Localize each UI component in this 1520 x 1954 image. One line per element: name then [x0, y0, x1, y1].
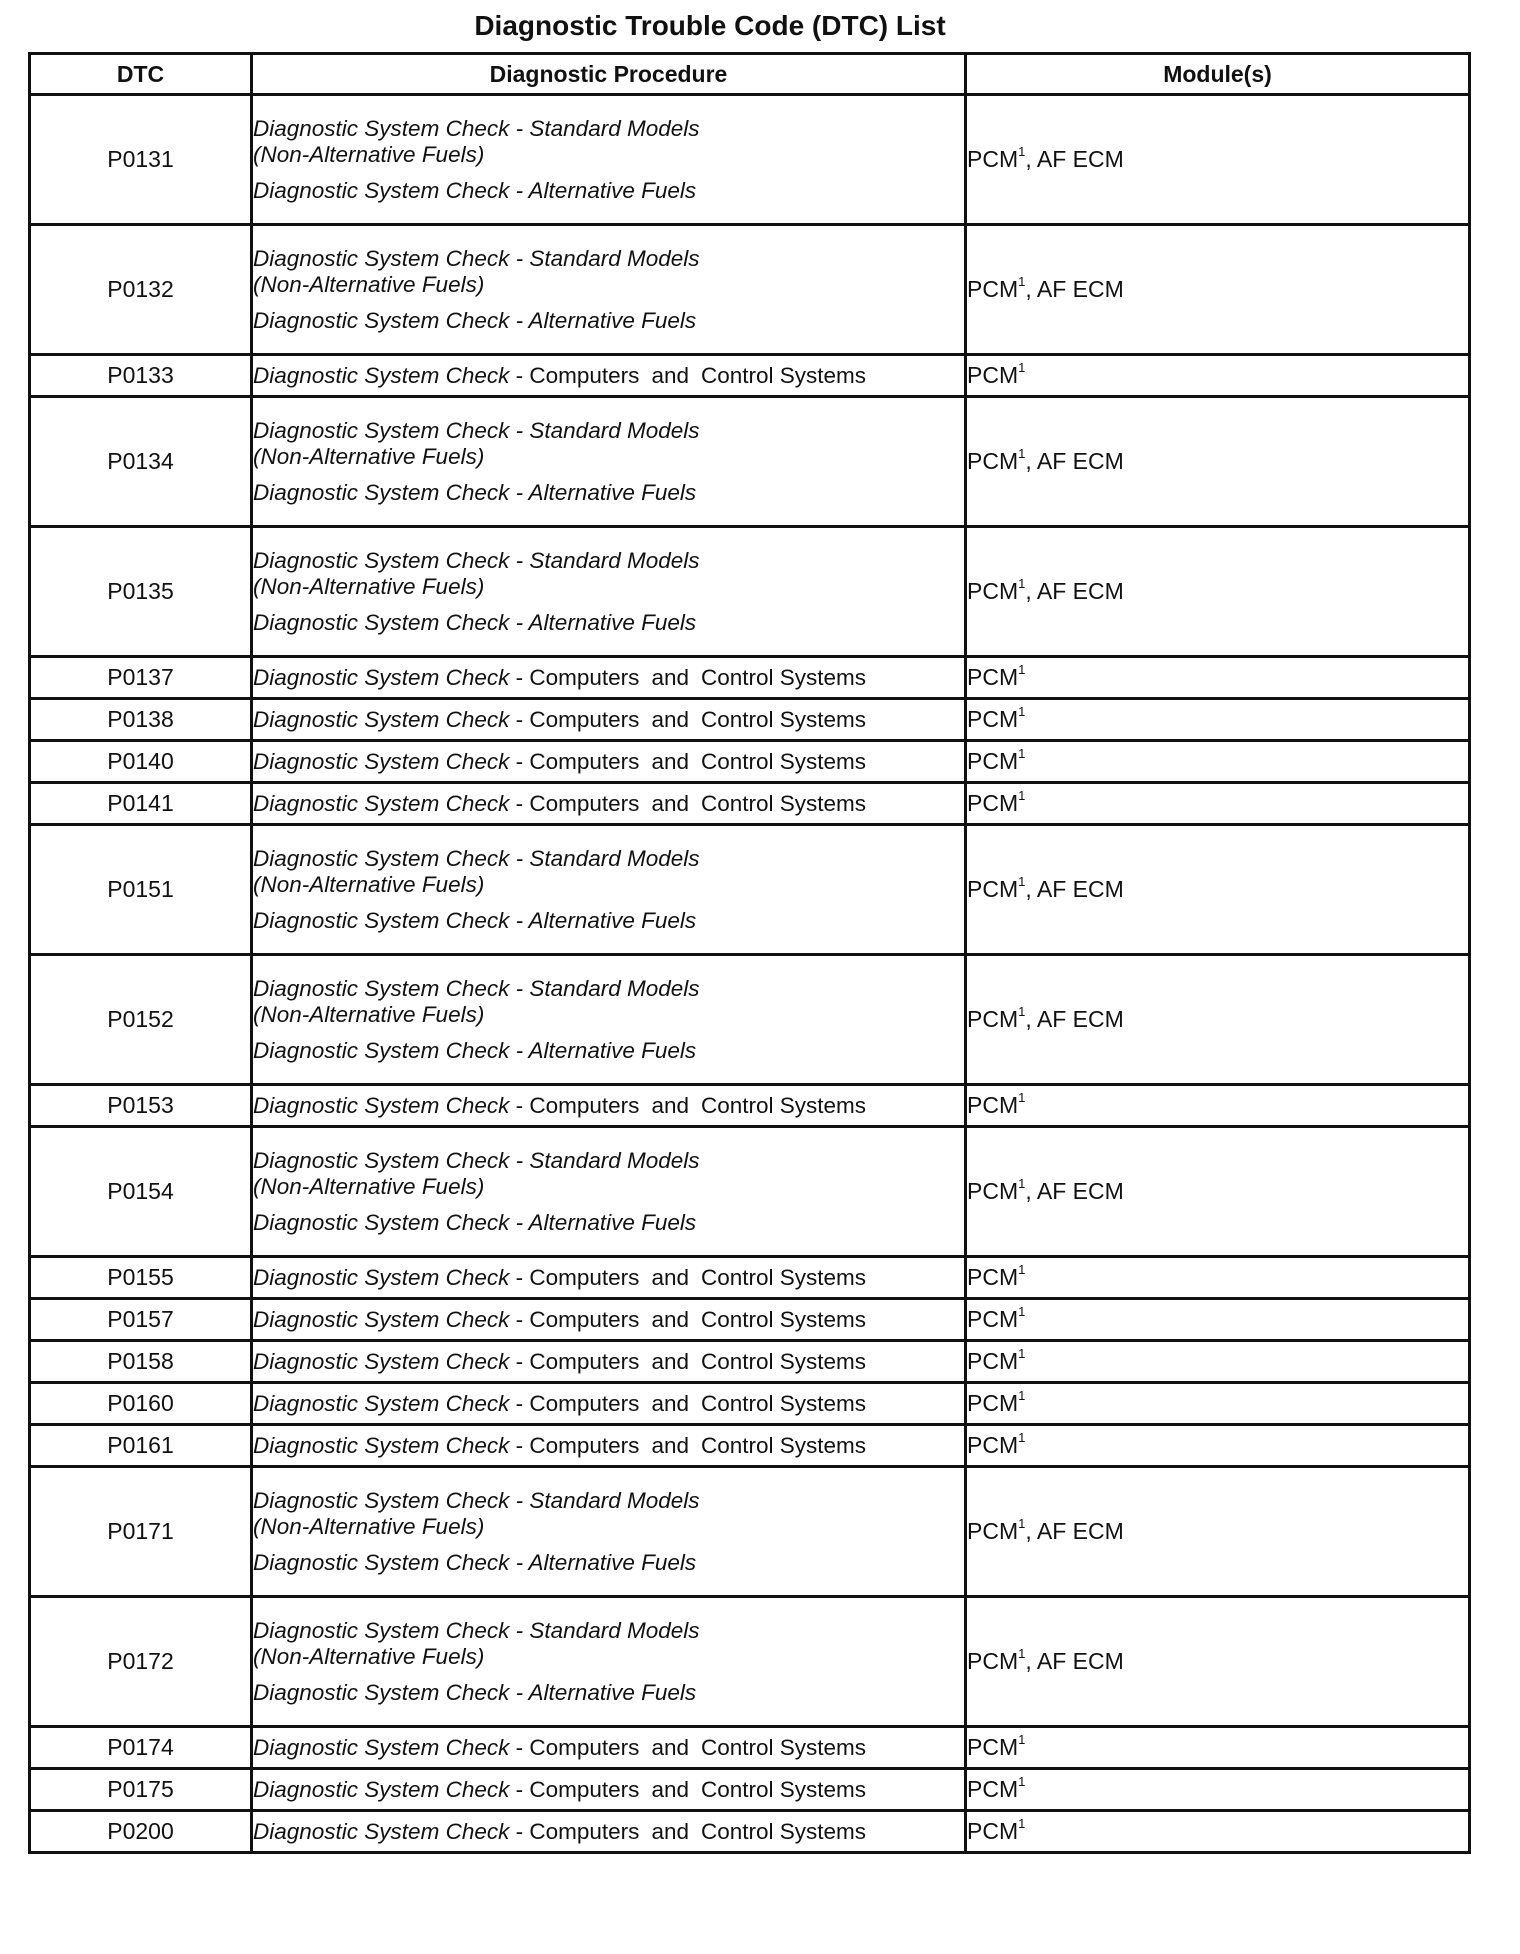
module-cell: [966, 783, 1470, 825]
module-name: PCM: [967, 876, 1019, 902]
dtc-code: P0152: [30, 955, 252, 1085]
procedure-line-non-af: (Non-Alternative Fuels): [253, 271, 485, 297]
dtc-code: P0131: [30, 95, 252, 225]
module-cell: [966, 955, 1470, 1085]
module-cell: [966, 699, 1470, 741]
table-row: [30, 225, 1470, 355]
dtc-code: P0140: [30, 741, 252, 783]
table-row: [30, 657, 1470, 699]
dtc-code: P0138: [30, 699, 252, 741]
footnote-mark: 1: [1018, 1004, 1026, 1019]
procedure-line-alternative[interactable]: Diagnostic System Check - Alternative Fuels: [253, 479, 697, 505]
dtc-code: P0160: [30, 1383, 252, 1425]
table-row: [30, 527, 1470, 657]
dtc-code: P0174: [30, 1727, 252, 1769]
footnote-mark: 1: [1018, 274, 1026, 289]
module-extra: , AF ECM: [1025, 1006, 1124, 1032]
procedure-line-non-af: (Non-Alternative Fuels): [253, 573, 485, 599]
procedure-cell: [252, 1127, 966, 1257]
procedure-line-standard[interactable]: Diagnostic System Check - Standard Models: [253, 1487, 700, 1513]
table-row: [30, 699, 1470, 741]
procedure-line-non-af: (Non-Alternative Fuels): [253, 871, 485, 897]
module-cell: [966, 1127, 1470, 1257]
footnote-mark: 1: [1018, 1774, 1026, 1789]
procedure-cell: [252, 95, 966, 225]
footnote-mark: 1: [1018, 446, 1026, 461]
dtc-code: P0161: [30, 1425, 252, 1467]
module-cell: [966, 1467, 1470, 1597]
dtc-code: P0171: [30, 1467, 252, 1597]
dtc-table: [28, 52, 1471, 1854]
procedure-line-non-af: (Non-Alternative Fuels): [253, 1173, 485, 1199]
module-name: PCM: [967, 1178, 1019, 1204]
module-name: PCM: [967, 1818, 1019, 1844]
procedure-cell: [252, 527, 966, 657]
table-row: [30, 783, 1470, 825]
procedure-cell: [252, 397, 966, 527]
module-cell: [966, 825, 1470, 955]
footnote-mark: 1: [1018, 874, 1026, 889]
dtc-code: P0132: [30, 225, 252, 355]
module-name: PCM: [967, 664, 1019, 690]
module-name: PCM: [967, 276, 1019, 302]
procedure-line-standard[interactable]: Diagnostic System Check - Standard Models: [253, 1147, 700, 1173]
module-name: PCM: [967, 790, 1019, 816]
module-cell: [966, 95, 1470, 225]
procedure-cell: [252, 225, 966, 355]
table-row: [30, 355, 1470, 397]
procedure-cell[interactable]: Diagnostic System Check - Computers and Control Systems: [252, 1727, 966, 1769]
dtc-code: P0153: [30, 1085, 252, 1127]
table-row: [30, 397, 1470, 527]
module-extra: , AF ECM: [1025, 1648, 1124, 1674]
dtc-code: P0158: [30, 1341, 252, 1383]
module-cell: [966, 1727, 1470, 1769]
procedure-line-non-af: (Non-Alternative Fuels): [253, 141, 485, 167]
module-cell: [966, 1257, 1470, 1299]
procedure-line-standard[interactable]: Diagnostic System Check - Standard Models: [253, 1617, 700, 1643]
procedure-cell[interactable]: Diagnostic System Check - Computers and Control Systems: [252, 741, 966, 783]
procedure-line-non-af: (Non-Alternative Fuels): [253, 1643, 485, 1669]
footnote-mark: 1: [1018, 360, 1026, 375]
dtc-code: P0133: [30, 355, 252, 397]
procedure-cell[interactable]: Diagnostic System Check - Computers and Control Systems: [252, 1085, 966, 1127]
module-cell: [966, 1769, 1470, 1811]
procedure-line-standard[interactable]: Diagnostic System Check - Standard Models: [253, 115, 700, 141]
procedure-line-standard[interactable]: Diagnostic System Check - Standard Models: [253, 417, 700, 443]
table-row: [30, 1425, 1470, 1467]
footnote-mark: 1: [1018, 1262, 1026, 1277]
dtc-code: P0141: [30, 783, 252, 825]
footnote-mark: 1: [1018, 1388, 1026, 1403]
module-extra: , AF ECM: [1025, 276, 1124, 302]
module-cell: [966, 1597, 1470, 1727]
procedure-cell: [252, 955, 966, 1085]
footnote-mark: 1: [1018, 704, 1026, 719]
footnote-mark: 1: [1018, 1732, 1026, 1747]
procedure-line-alternative[interactable]: Diagnostic System Check - Alternative Fuels: [253, 177, 697, 203]
table-row: [30, 1383, 1470, 1425]
footnote-mark: 1: [1018, 746, 1026, 761]
procedure-cell: [252, 1597, 966, 1727]
module-name: PCM: [967, 1264, 1019, 1290]
dtc-code: P0200: [30, 1811, 252, 1853]
module-name: PCM: [967, 1432, 1019, 1458]
procedure-line-alternative[interactable]: Diagnostic System Check - Alternative Fuels: [253, 1209, 697, 1235]
table-row: [30, 1127, 1470, 1257]
module-name: PCM: [967, 1518, 1019, 1544]
dtc-code: P0151: [30, 825, 252, 955]
footnote-mark: 1: [1018, 1346, 1026, 1361]
footnote-mark: 1: [1018, 1646, 1026, 1661]
procedure-cell[interactable]: Diagnostic System Check - Computers and Control Systems: [252, 699, 966, 741]
footnote-mark: 1: [1018, 1304, 1026, 1319]
table-row: [30, 1299, 1470, 1341]
procedure-line-standard[interactable]: Diagnostic System Check - Standard Models: [253, 975, 700, 1001]
table-body: [30, 95, 1470, 1853]
procedure-line-standard[interactable]: Diagnostic System Check - Standard Models: [253, 845, 700, 871]
procedure-line-alternative[interactable]: Diagnostic System Check - Alternative Fuels: [253, 907, 697, 933]
table-row: [30, 1085, 1470, 1127]
table-row: [30, 1769, 1470, 1811]
procedure-cell[interactable]: Diagnostic System Check - Computers and Control Systems: [252, 1257, 966, 1299]
procedure-cell: [252, 1467, 966, 1597]
column-header-dtc: DTC: [30, 54, 252, 95]
table-row: [30, 1257, 1470, 1299]
module-cell: [966, 355, 1470, 397]
table-row: [30, 1727, 1470, 1769]
table-row: [30, 1467, 1470, 1597]
module-extra: , AF ECM: [1025, 1518, 1124, 1544]
table-row: [30, 955, 1470, 1085]
footnote-mark: 1: [1018, 576, 1026, 591]
procedure-cell[interactable]: Diagnostic System Check - Computers and Control Systems: [252, 1383, 966, 1425]
module-name: PCM: [967, 1306, 1019, 1332]
dtc-code: P0157: [30, 1299, 252, 1341]
procedure-cell: [252, 825, 966, 955]
module-cell: [966, 225, 1470, 355]
module-name: PCM: [967, 1092, 1019, 1118]
column-header-modules: Module(s): [966, 54, 1470, 95]
module-name: PCM: [967, 1390, 1019, 1416]
module-extra: , AF ECM: [1025, 578, 1124, 604]
procedure-cell[interactable]: Diagnostic System Check - Computers and Control Systems: [252, 1769, 966, 1811]
procedure-line-standard[interactable]: Diagnostic System Check - Standard Models: [253, 547, 700, 573]
procedure-cell[interactable]: Diagnostic System Check - Computers and Control Systems: [252, 1425, 966, 1467]
module-cell: [966, 1383, 1470, 1425]
module-name: PCM: [967, 1348, 1019, 1374]
table-row: [30, 825, 1470, 955]
module-name: PCM: [967, 578, 1019, 604]
module-name: PCM: [967, 706, 1019, 732]
module-cell: [966, 741, 1470, 783]
module-cell: [966, 1341, 1470, 1383]
footnote-mark: 1: [1018, 144, 1026, 159]
footnote-mark: 1: [1018, 662, 1026, 677]
module-name: PCM: [967, 1776, 1019, 1802]
dtc-code: P0134: [30, 397, 252, 527]
procedure-line-alternative[interactable]: Diagnostic System Check - Alternative Fuels: [253, 1037, 697, 1063]
module-cell: [966, 1425, 1470, 1467]
footnote-mark: 1: [1018, 1430, 1026, 1445]
module-extra: , AF ECM: [1025, 146, 1124, 172]
procedure-line-standard[interactable]: Diagnostic System Check - Standard Models: [253, 245, 700, 271]
procedure-line-alternative[interactable]: Diagnostic System Check - Alternative Fuels: [253, 307, 697, 333]
dtc-code: P0154: [30, 1127, 252, 1257]
module-cell: [966, 1299, 1470, 1341]
table-row: [30, 1811, 1470, 1853]
procedure-line-non-af: (Non-Alternative Fuels): [253, 1513, 485, 1539]
dtc-code: P0175: [30, 1769, 252, 1811]
procedure-line-alternative[interactable]: Diagnostic System Check - Alternative Fuels: [253, 609, 697, 635]
module-extra: , AF ECM: [1025, 448, 1124, 474]
dtc-code: P0155: [30, 1257, 252, 1299]
footnote-mark: 1: [1018, 788, 1026, 803]
footnote-mark: 1: [1018, 1516, 1026, 1531]
table-header-row: [30, 54, 1470, 95]
module-cell: [966, 397, 1470, 527]
module-cell: [966, 657, 1470, 699]
table-row: [30, 741, 1470, 783]
module-cell: [966, 1811, 1470, 1853]
procedure-line-non-af: (Non-Alternative Fuels): [253, 1001, 485, 1027]
module-name: PCM: [967, 146, 1019, 172]
procedure-line-alternative[interactable]: Diagnostic System Check - Alternative Fuels: [253, 1549, 697, 1575]
module-cell: [966, 1085, 1470, 1127]
module-cell: [966, 527, 1470, 657]
module-name: PCM: [967, 448, 1019, 474]
module-extra: , AF ECM: [1025, 1178, 1124, 1204]
procedure-line-alternative[interactable]: Diagnostic System Check - Alternative Fuels: [253, 1679, 697, 1705]
module-name: PCM: [967, 362, 1019, 388]
module-extra: , AF ECM: [1025, 876, 1124, 902]
dtc-code: P0137: [30, 657, 252, 699]
dtc-code: P0172: [30, 1597, 252, 1727]
table-row: [30, 95, 1470, 225]
module-name: PCM: [967, 1006, 1019, 1032]
procedure-line-non-af: (Non-Alternative Fuels): [253, 443, 485, 469]
dtc-code: P0135: [30, 527, 252, 657]
procedure-cell[interactable]: Diagnostic System Check - Computers and Control Systems: [252, 355, 966, 397]
table-row: [30, 1597, 1470, 1727]
page-title: Diagnostic Trouble Code (DTC) List: [474, 10, 946, 41]
procedure-cell[interactable]: Diagnostic System Check - Computers and Control Systems: [252, 1341, 966, 1383]
footnote-mark: 1: [1018, 1816, 1026, 1831]
procedure-cell[interactable]: Diagnostic System Check - Computers and Control Systems: [252, 1811, 966, 1853]
module-name: PCM: [967, 1648, 1019, 1674]
footnote-mark: 1: [1018, 1176, 1026, 1191]
module-name: PCM: [967, 1734, 1019, 1760]
procedure-cell[interactable]: Diagnostic System Check - Computers and Control Systems: [252, 783, 966, 825]
column-header-procedure: Diagnostic Procedure: [252, 54, 966, 95]
module-name: PCM: [967, 748, 1019, 774]
table-row: [30, 1341, 1470, 1383]
footnote-mark: 1: [1018, 1090, 1026, 1105]
procedure-cell[interactable]: Diagnostic System Check - Computers and Control Systems: [252, 1299, 966, 1341]
procedure-cell[interactable]: Diagnostic System Check - Computers and Control Systems: [252, 657, 966, 699]
